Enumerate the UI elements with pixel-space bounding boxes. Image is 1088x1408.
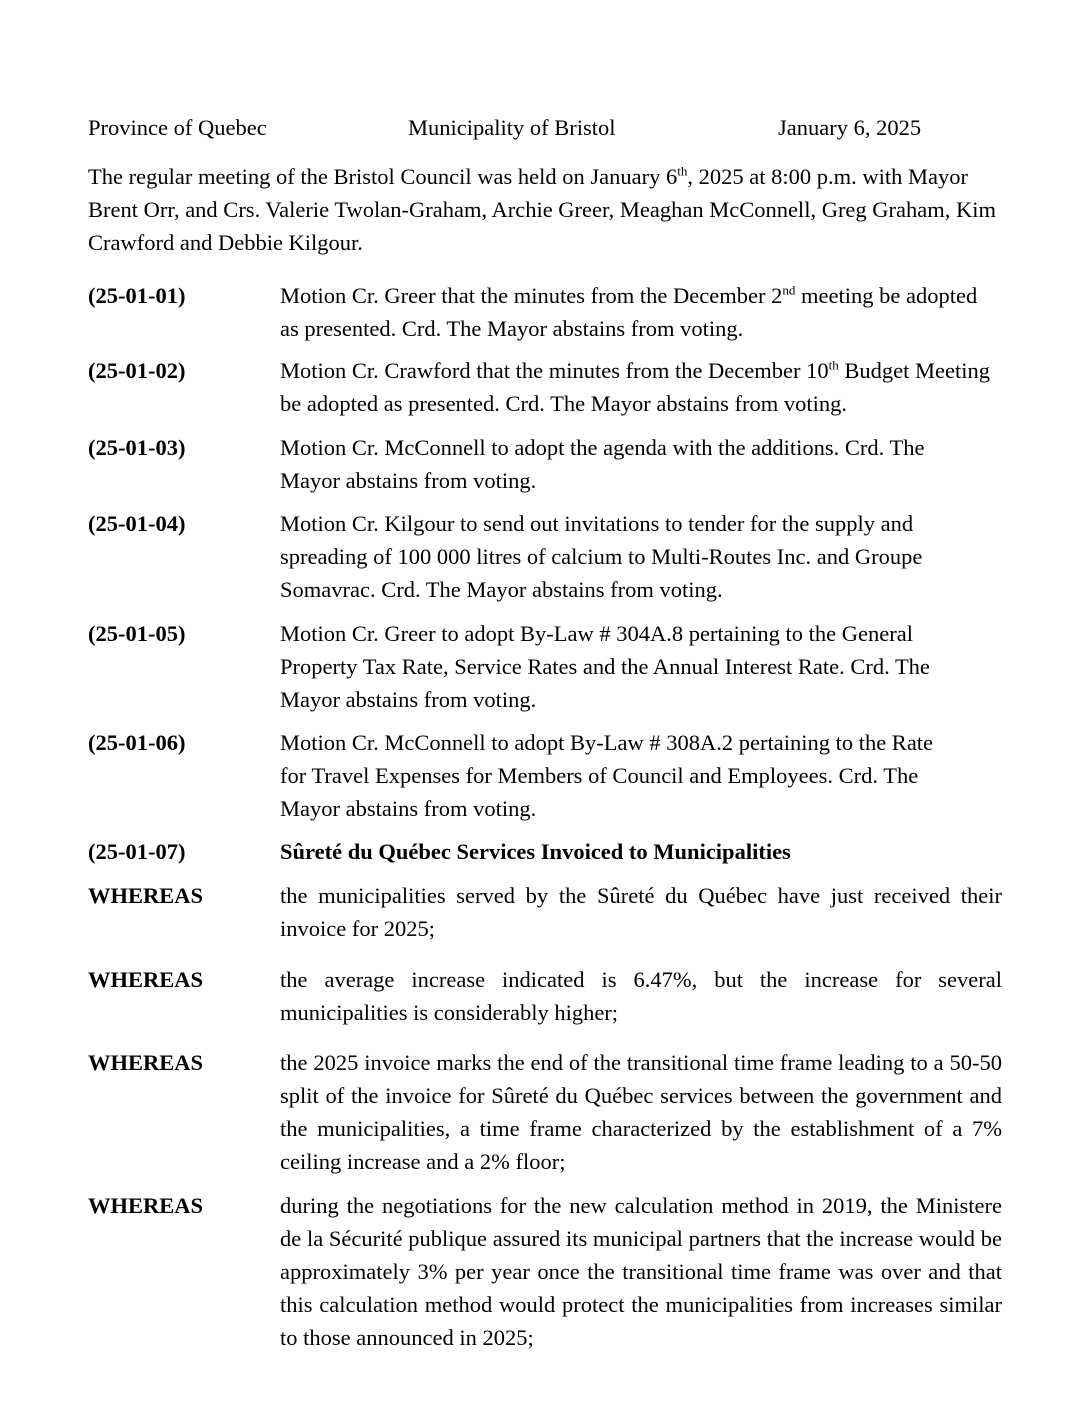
motion-number: (25-01-04) [88, 511, 186, 536]
whereas-label: WHEREAS [88, 1193, 204, 1218]
motion-number: (25-01-06) [88, 730, 186, 755]
motion-text: Motion Cr. Crawford that the minutes from the December 10th Budget Meeting be adopted as presented. Crd. The Mayor abstains from voting. [280, 357, 990, 416]
whereas-text: the average increase indicated is 6.47%, but the increase for several municipalities is considerably higher; [280, 967, 1002, 1025]
motion-text: Motion Cr. Kilgour to send out invitations to tender for the supply and spreading of 100 000 litres of calcium to Multi-Routes Inc. and Groupe Somavrac. Crd. The Mayor abstains from voting. [280, 511, 923, 602]
whereas-label: WHEREAS [88, 883, 204, 908]
intro-text-end: , 2025 at 8:00 p.m. with Mayor Brent Orr, and Crs. Valerie Twolan-Graham, Archie Greer, Meaghan McConnell, Greg Graham, Kim Crawford and Debbie Kilgour. [88, 164, 997, 255]
motion-number: (25-01-01) [88, 283, 186, 308]
whereas-label: WHEREAS [88, 1050, 204, 1075]
motion-number: (25-01-05) [88, 621, 186, 646]
intro-superscript: th [677, 163, 688, 179]
motion-title: Sûreté du Québec Services Invoiced to Municipalities [280, 839, 791, 864]
whereas-label: WHEREAS [88, 967, 204, 992]
motion-text: Motion Cr. McConnell to adopt By-Law # 308A.2 pertaining to the Rate for Travel Expenses for Members of Council and Employees. Crd. The Mayor abstains from voting. [280, 730, 934, 821]
meeting-date: January 6, 2025 [778, 115, 922, 140]
province-label: Province of Quebec [88, 115, 267, 140]
whereas-text: the 2025 invoice marks the end of the transitional time frame leading to a 50-50 split of the invoice for Sûreté du Québec services between the government and the municipalities, a time frame characterized by the establishment of a 7% ceiling increase and a 2% floor; [280, 1050, 1002, 1174]
motion-text: Motion Cr. McConnell to adopt the agenda with the additions. Crd. The Mayor abstains from voting. [280, 435, 925, 493]
motion-number: (25-01-07) [88, 839, 186, 864]
whereas-text: the municipalities served by the Sûreté du Québec have just received their invoice for 2025; [280, 883, 1002, 941]
motion-number: (25-01-03) [88, 435, 186, 460]
whereas-text: during the negotiations for the new calculation method in 2019, the Ministere de la Sécurité publique assured its municipal partners that the increase would be approximately 3% per year once the transitional time frame was over and that this calculation method would protect the municipalities from increases similar to those announced in 2025; [280, 1193, 1002, 1350]
intro-text-start: The regular meeting of the Bristol Council was held on January 6 [88, 164, 678, 189]
municipality-label: Municipality of Bristol [408, 115, 616, 140]
motion-text: Motion Cr. Greer to adopt By-Law # 304A.8 pertaining to the General Property Tax Rate, Service Rates and the Annual Interest Rate. Crd. The Mayor abstains from voting. [280, 621, 930, 712]
motion-number: (25-01-02) [88, 358, 186, 383]
motion-text: Motion Cr. Greer that the minutes from the December 2nd meeting be adopted as presented. Crd. The Mayor abstains from voting. [280, 282, 978, 341]
intro-paragraph [88, 160, 1008, 259]
document-header [88, 113, 1008, 143]
